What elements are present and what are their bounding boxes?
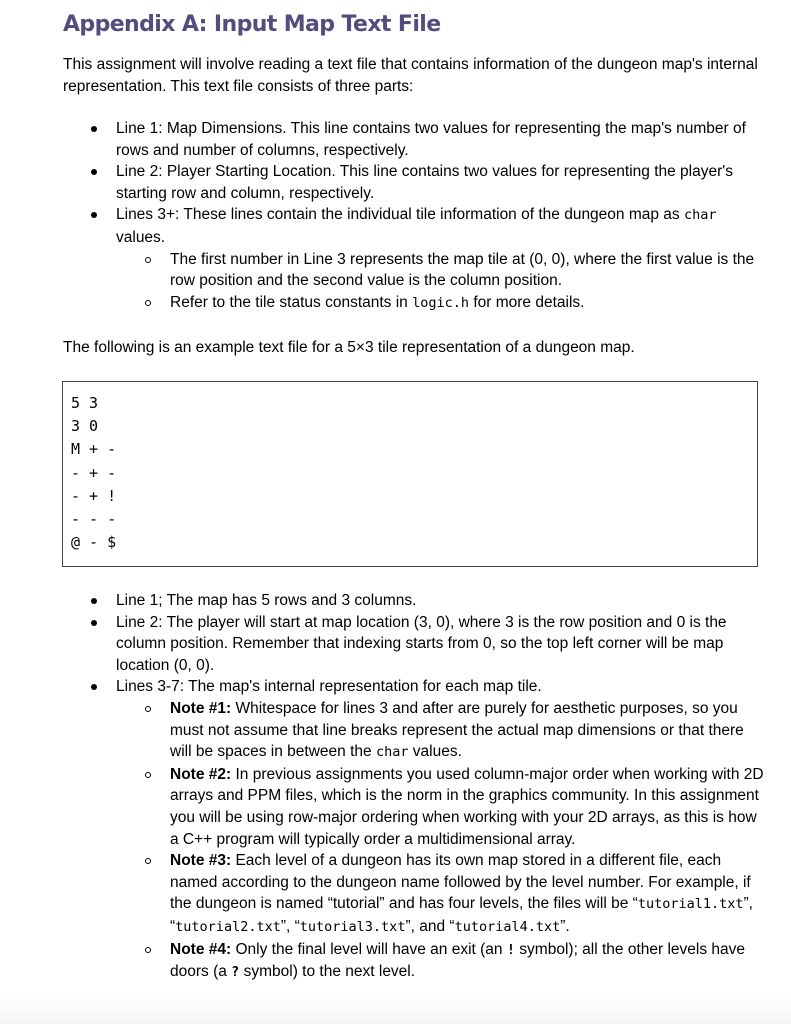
code-line: - + - bbox=[71, 463, 117, 482]
code-line: - + ! bbox=[71, 486, 117, 505]
inline-code: ! bbox=[506, 941, 515, 958]
sub-item-text: Refer to the tile status constants in bbox=[170, 293, 413, 311]
note-label: Note #4: bbox=[170, 940, 232, 958]
example-code-box bbox=[62, 381, 758, 567]
code-line: 5 3 bbox=[71, 394, 99, 412]
code-line: @ - $ bbox=[71, 533, 117, 552]
note-text: Whitespace for lines 3 and after are purely for aesthetic purposes, so you must not assume that line breaks represent the actual map dimensions or that there will be spaces in between the bbox=[170, 699, 744, 761]
note-text: ”, “ bbox=[170, 895, 753, 935]
part-line2-text: Line 2: Player Starting Location. This line contains two values for representing the player's starting row and column, respectively. bbox=[116, 163, 733, 202]
inline-code: ? bbox=[231, 964, 240, 981]
note-text: symbol) to the next level. bbox=[239, 963, 416, 981]
note-label: Note #2: bbox=[170, 765, 232, 783]
inline-code: tutorial3.txt bbox=[299, 918, 406, 935]
list-item bbox=[170, 292, 766, 315]
example-explanation-list bbox=[116, 590, 766, 984]
list-item bbox=[116, 676, 766, 983]
note-label: Note #3: bbox=[170, 852, 232, 870]
note-item bbox=[170, 698, 766, 764]
list-item bbox=[116, 118, 766, 161]
note-item bbox=[170, 764, 766, 850]
note-text: values. bbox=[408, 743, 462, 761]
sub-item-text: The first number in Line 3 represents the map tile at (0, 0), where the first value is the row position and the second value is the column position. bbox=[170, 250, 755, 290]
explanation-lines37: Lines 3-7: The map's internal representation for each map tile. bbox=[116, 678, 542, 696]
example-intro: The following is an example text file for a 5×3 tile representation of a dungeon map. bbox=[63, 339, 635, 356]
list-item bbox=[170, 249, 766, 292]
inline-code: tutorial1.txt bbox=[637, 896, 744, 913]
note-item bbox=[170, 939, 766, 984]
explanation-line1: Line 1; The map has 5 rows and 3 columns. bbox=[116, 592, 417, 609]
inline-code: char bbox=[683, 207, 717, 224]
code-line: 3 0 bbox=[71, 417, 99, 436]
code-line: M + - bbox=[71, 440, 117, 459]
list-item bbox=[116, 590, 766, 612]
list-item bbox=[116, 161, 766, 204]
inline-code: logic.h bbox=[412, 294, 470, 311]
note-label: Note #1: bbox=[170, 699, 232, 717]
page-bottom-edge bbox=[0, 996, 791, 1024]
code-line: - - - bbox=[71, 510, 117, 529]
explanation-line2: Line 2: The player will start at map location (3, 0), where 3 is the row position and 0 is the column position. Remember that indexing starts from 0, so the top left corner will be map location (0, 0). bbox=[116, 613, 727, 674]
list-item bbox=[116, 612, 766, 677]
note-text: symbol); all the other levels have doors (a bbox=[170, 940, 746, 981]
inline-code: char bbox=[375, 744, 409, 761]
list-item bbox=[116, 204, 766, 314]
notes-list bbox=[116, 698, 766, 984]
part-line3-text: Lines 3+: These lines contain the individual tile information of the dungeon map as bbox=[116, 206, 684, 224]
note-text: In previous assignments you used column-major order when working with 2D arrays and PPM files, which is the norm in the graphics community. In this assignment you will be using row-major ordering when working with your 2D arrays, as this is how a C++ program will typically order a multidimensional array. bbox=[170, 765, 764, 848]
note-text: ”, “ bbox=[280, 917, 300, 935]
part-line1-text: Line 1: Map Dimensions. This line contains two values for representing the map's number of rows and number of columns, respectively. bbox=[116, 120, 746, 159]
note-text: Each level of a dungeon has its own map stored in a different file, each named according to the dungeon name followed by the level number. For example, if the dungeon is named “tutorial” and has four levels, the files will be “ bbox=[170, 852, 751, 913]
sub-list bbox=[116, 249, 766, 315]
note-text: ”, and “ bbox=[405, 917, 455, 935]
note-text: Only the final level will have an exit (an bbox=[231, 940, 507, 958]
part-line3-suffix: values. bbox=[116, 228, 166, 246]
inline-code: tutorial4.txt bbox=[454, 918, 561, 935]
file-parts-list bbox=[116, 118, 766, 314]
intro-paragraph: This assignment will involve reading a text file that contains information of the dungeon map's internal representation. This text file consists of three parts: bbox=[63, 56, 758, 95]
sub-item-suffix: for more details. bbox=[469, 293, 585, 311]
note-text: ”. bbox=[560, 917, 570, 935]
note-item bbox=[170, 850, 766, 938]
inline-code: tutorial2.txt bbox=[175, 918, 281, 935]
page-title: Appendix A: Input Map Text File bbox=[63, 12, 441, 37]
